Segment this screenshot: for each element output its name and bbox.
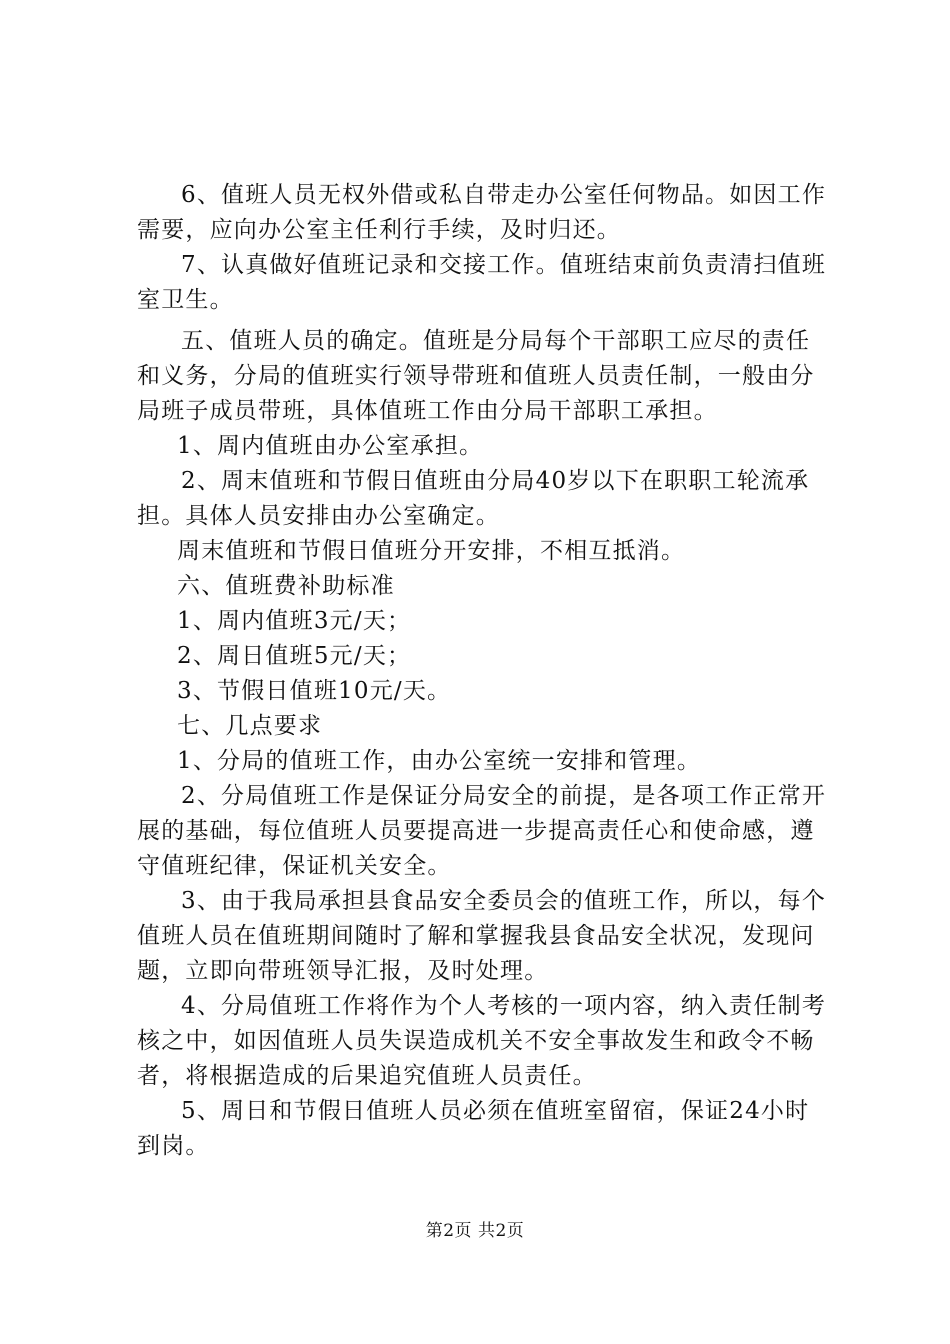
paragraph-section-5-item-1: 1、周内值班由办公室承担。 [177,433,484,459]
heading-section-7: 七、几点要求 [177,713,323,739]
paragraph-section-5: 五、值班人员的确定。值班是分局每个干部职工应尽的责任和义务，分局的值班实行领导带班和值班人员责任制，一般由分局班子成员带班，具体值班工作由分局干部职工承担。 [137,328,815,424]
paragraph-rule-7: 7、认真做好值班记录和交接工作。值班结束前负责清扫值班室卫生。 [137,252,827,313]
paragraph-section-6-item-3: 3、节假日值班10元/天。 [177,678,452,704]
paragraph-section-5-item-2: 2、周末值班和节假日值班由分局40岁以下在职职工轮流承担。具体人员安排由办公室确定。 [137,468,810,529]
document-body [137,178,830,1164]
paragraph-rule-6: 6、值班人员无权外借或私自带走办公室任何物品。如因工作需要，应向办公室主任利行手续，及时归还。 [137,182,827,243]
paragraph-section-7-item-4: 4、分局值班工作将作为个人考核的一项内容，纳入责任制考核之中，如因值班人员失误造成机关不安全事故发生和政令不畅者，将根据造成的后果追究值班人员责任。 [137,993,827,1089]
paragraph-section-5-note: 周末值班和节假日值班分开安排，不相互抵消。 [177,538,686,564]
paragraph-section-7-item-2: 2、分局值班工作是保证分局安全的前提，是各项工作正常开展的基础，每位值班人员要提高进一步提高责任心和使命感，遵守值班纪律，保证机关安全。 [137,783,827,879]
paragraph-section-6-item-1: 1、周内值班3元/天； [177,608,412,634]
paragraph-section-6-item-2: 2、周日值班5元/天； [177,643,412,669]
paragraph-section-7-item-3: 3、由于我局承担县食品安全委员会的值班工作，所以，每个值班人员在值班期间随时了解和掌握我县食品安全状况，发现问题，立即向带班领导汇报，及时处理。 [137,888,827,984]
page-footer: 第2页 共2页 [425,1221,525,1241]
paragraph-section-7-item-1: 1、分局的值班工作，由办公室统一安排和管理。 [177,748,702,774]
heading-section-6: 六、值班费补助标准 [177,573,395,599]
paragraph-section-7-item-5: 5、周日和节假日值班人员必须在值班室留宿，保证24小时到岗。 [137,1098,810,1159]
